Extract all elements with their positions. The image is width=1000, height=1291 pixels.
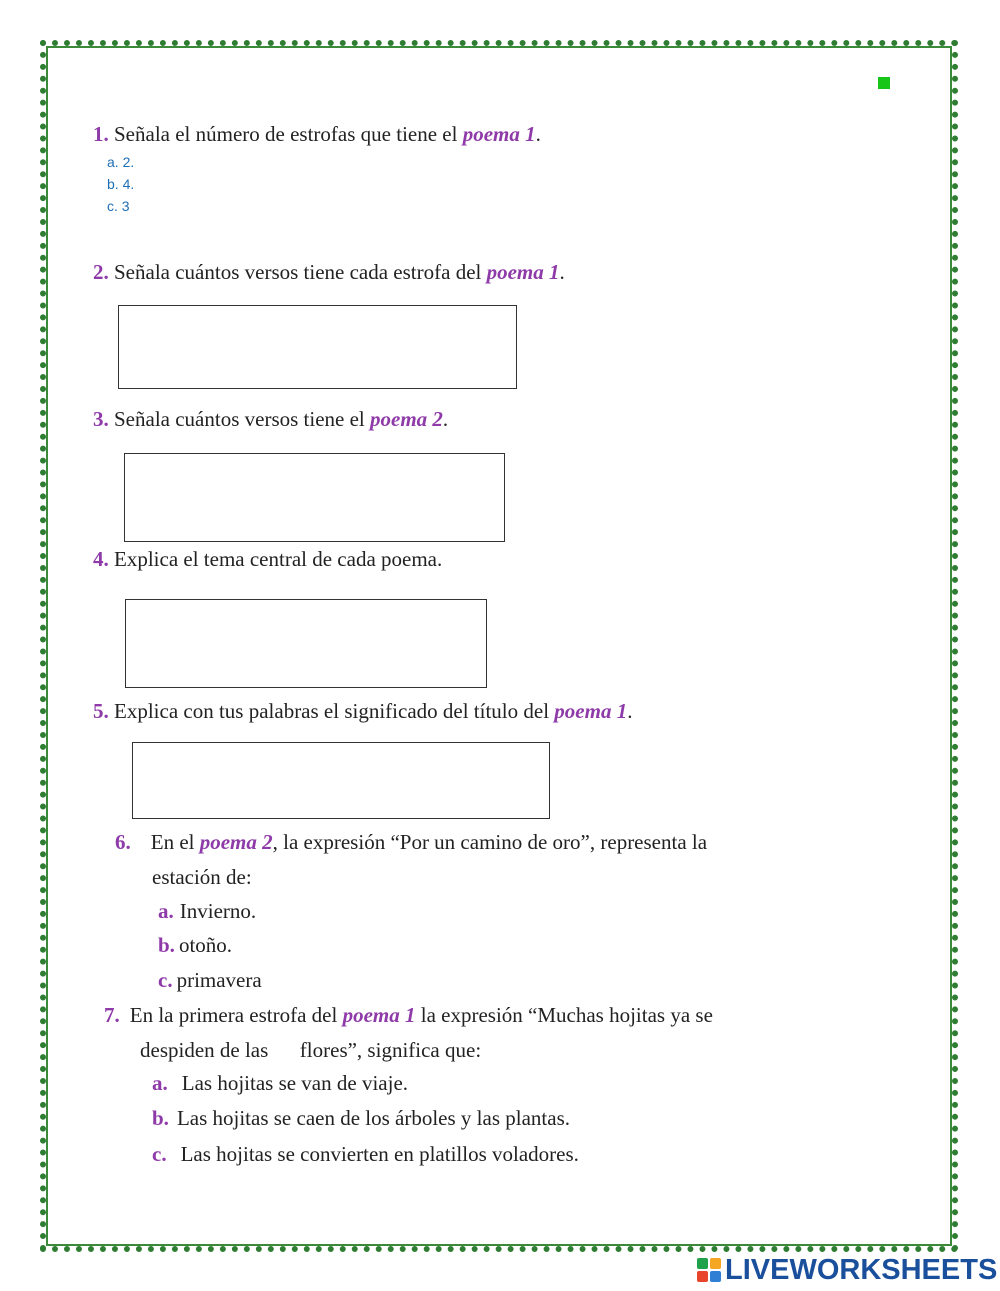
q6-option-b[interactable]: b. otoño. (158, 933, 233, 957)
q5-answer-box[interactable] (132, 742, 550, 819)
question-7: 7. En la primera estrofa del poema 1 la expresión “Muchas hojitas ya se (104, 1003, 713, 1027)
q7-option-b[interactable]: b. Las hojitas se caen de los árboles y las plantas. (152, 1106, 570, 1130)
q3-answer-box[interactable] (124, 453, 505, 542)
green-square-marker (878, 77, 890, 89)
question-3: 3. Señala cuántos versos tiene el poema 2. (93, 407, 449, 431)
q4-answer-box[interactable] (125, 599, 487, 688)
question-6: 6. En el poema 2, la expresión “Por un camino de oro”, representa la (115, 830, 708, 854)
q7-option-a[interactable]: a. Las hojitas se van de viaje. (152, 1071, 409, 1095)
q6-option-a[interactable]: a. Invierno. (158, 899, 257, 923)
q1-option-c[interactable]: c. 3 (107, 198, 130, 214)
question-1: 1. Señala el número de estrofas que tiene el poema 1. (93, 122, 541, 146)
q7-option-c[interactable]: c. Las hojitas se convierten en platillos voladores. (152, 1142, 579, 1166)
liveworksheets-icon (697, 1258, 721, 1282)
question-2: 2. Señala cuántos versos tiene cada estrofa del poema 1. (93, 260, 565, 284)
q2-answer-box[interactable] (118, 305, 517, 389)
q1-option-a[interactable]: a. 2. (107, 154, 135, 170)
brand-name: LIVEWORKSHEETS (725, 1253, 998, 1286)
question-4: 4. Explica el tema central de cada poema. (93, 547, 443, 571)
liveworksheets-logo[interactable] (697, 1255, 997, 1285)
question-5: 5. Explica con tus palabras el significado del título del poema 1. (93, 699, 633, 723)
q1-option-b[interactable]: b. 4. (107, 176, 135, 192)
q6-option-c[interactable]: c. primavera (158, 968, 262, 992)
question-7-line2: despiden de las flores”, significa que: (140, 1038, 482, 1062)
question-6-line2: estación de: (152, 865, 252, 889)
